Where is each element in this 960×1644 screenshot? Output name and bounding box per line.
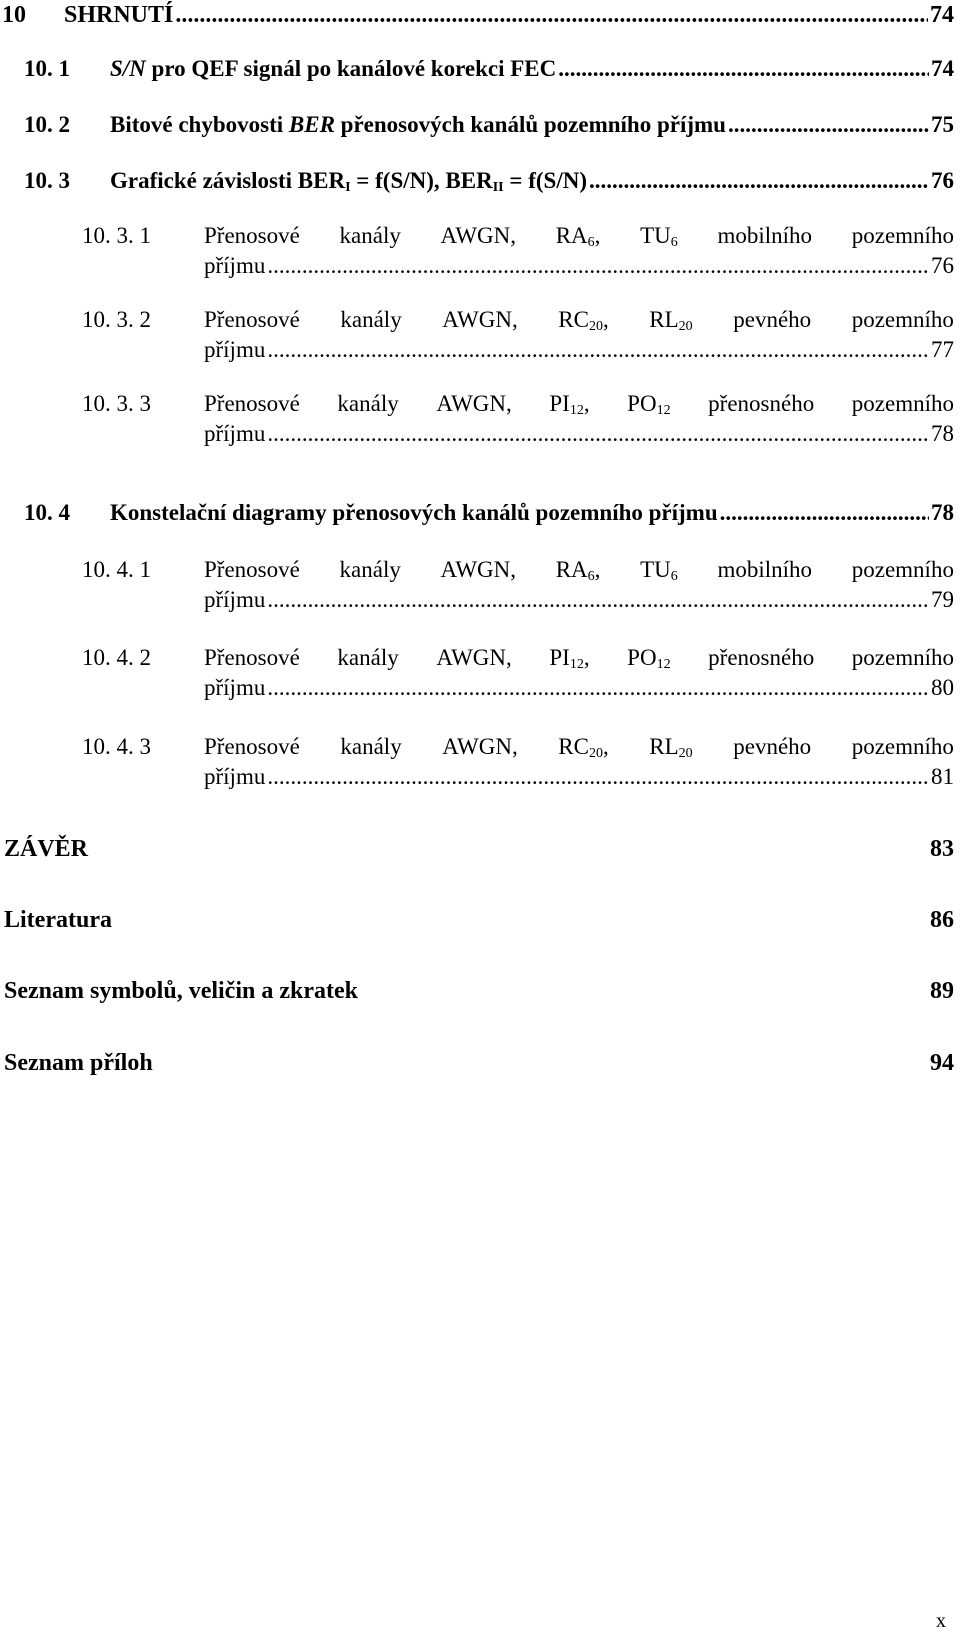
toc-page: 78 [931,500,954,525]
toc-subsection-10-3-3[interactable] [82,391,954,447]
toc-literatura[interactable] [4,907,954,934]
toc-chapter-10[interactable] [2,2,954,29]
toc-page: 76 [931,253,954,278]
toc-leader [175,2,928,29]
toc-subsection-10-4-3[interactable] [82,734,954,790]
toc-title: Seznam příloh [4,1050,153,1076]
toc-number: 10. 4 [24,500,70,525]
toc-title-cont: příjmu [204,253,266,278]
toc-page: 80 [931,675,954,700]
toc-title: Přenosové kanály AWGN, $PI_{12}$, $PO_{12}$ přenosného pozemního [204,645,954,672]
toc-seznam-symbolu[interactable] [4,978,954,1005]
toc-leader [267,337,929,363]
toc-subsection-10-3-2[interactable] [82,307,954,363]
toc-page: 74 [931,56,954,81]
toc-leader [728,112,929,138]
toc-page: 74 [930,2,954,28]
toc-leader [267,587,929,613]
toc-leader [589,168,929,194]
toc-number: 10. 4. 2 [82,645,151,670]
toc-seznam-priloh[interactable] [4,1050,954,1077]
toc-page: 78 [931,421,954,446]
toc-page: 89 [930,978,954,1004]
toc-title: Literatura [4,907,112,933]
toc-leader [267,764,929,790]
toc-page: 83 [930,836,954,862]
toc-title: Přenosové kanály AWGN, $RC_{20}$, $RL_{20}$ pevného pozemního [204,734,954,761]
toc-number: 10. 2 [24,112,70,137]
toc-title: Bitové chybovosti BER přenosových kanálů pozemního příjmu [110,112,726,137]
toc-page: 79 [931,587,954,612]
toc-title: S/N pro QEF signál po kanálové korekci FEC [110,56,557,81]
toc-title-cont: příjmu [204,675,266,700]
toc-section-10-3[interactable] [24,168,954,194]
toc-number: 10 [2,2,26,28]
toc-number: 10. 3. 3 [82,391,151,416]
toc-title: Přenosové kanály AWGN, $RA_6$, $TU_6$ mobilního pozemního [204,223,954,250]
toc-subsection-10-3-1[interactable] [82,223,954,279]
toc-leader [267,675,929,701]
toc-leader [558,56,929,82]
toc-title: ZÁVĚR [4,836,89,862]
toc-number: 10. 1 [24,56,70,81]
toc-title-cont: příjmu [204,587,266,612]
toc-title: Seznam symbolů, veličin a zkratek [4,978,358,1004]
toc-page: 81 [931,764,954,789]
toc-page: 76 [931,168,954,193]
toc-page: 77 [931,337,954,362]
toc-leader [267,421,929,447]
toc-title: Grafické závislosti $BER_I = f(S/N)$, $BER_{II} = f(S/N)$ [110,168,587,195]
toc-page: 94 [930,1050,954,1076]
toc-leader [720,500,929,526]
toc-subsection-10-4-2[interactable] [82,645,954,701]
toc-page: 75 [931,112,954,137]
toc-zaver[interactable] [4,836,954,863]
toc-title: Přenosové kanály AWGN, $PI_{12}$, $PO_{12}$ přenosného pozemního [204,391,954,418]
toc-leader [267,253,929,279]
toc-page: 86 [930,907,954,933]
toc-section-10-4[interactable] [24,500,954,526]
toc-number: 10. 3 [24,168,70,193]
toc-subsection-10-4-1[interactable] [82,557,954,613]
toc-title: SHRNUTÍ [64,2,174,28]
toc-number: 10. 3. 2 [82,307,151,332]
toc-title-cont: příjmu [204,337,266,362]
toc-title-cont: příjmu [204,421,266,446]
toc-section-10-1[interactable] [24,56,954,82]
toc-number: 10. 4. 3 [82,734,151,759]
toc-title: Přenosové kanály AWGN, $RC_{20}$, $RL_{20}$ pevného pozemního [204,307,954,334]
toc-section-10-2[interactable] [24,112,954,138]
toc-number: 10. 3. 1 [82,223,151,248]
toc-title: Konstelační diagramy přenosových kanálů pozemního příjmu [110,500,718,525]
toc-number: 10. 4. 1 [82,557,151,582]
toc-title: Přenosové kanály AWGN, $RA_6$, $TU_6$ mobilního pozemního [204,557,954,584]
toc-title-cont: příjmu [204,764,266,789]
page-number: x [936,1610,946,1632]
